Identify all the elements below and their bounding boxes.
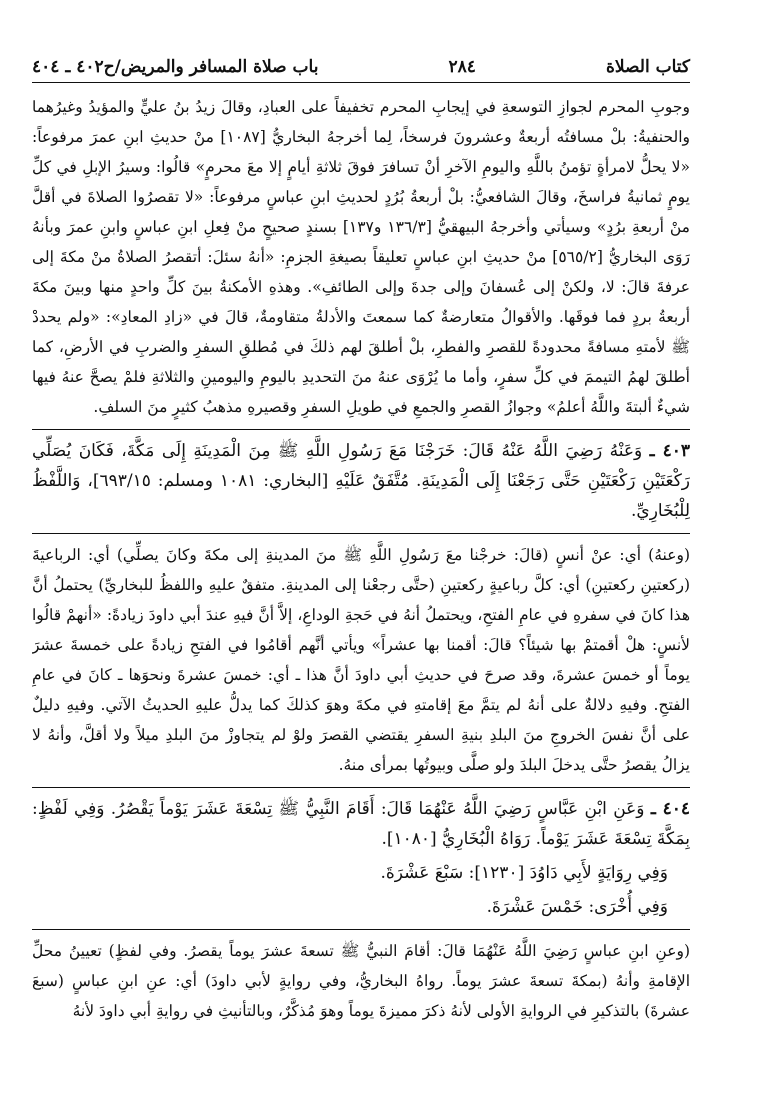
commentary-paragraph-1: وجوبِ المحرم لجوازِ التوسعةِ في إيجابِ المحرم تخفيفاً على العبادِ، وقالَ زيدُ بنُ عليٍّ والمؤيدُ وغيرُهما والحنفيةُ: بلْ مسافتُه أربعةٌ وعشرونَ فرسخاً، لِما أخرجهُ البخاريُّ [١٠٨٧] منْ حديثِ ابنِ عمرَ مرفوعاً: «لا يحلُّ لامرأةٍ تؤمنُ باللَّهِ واليومِ الآخرِ أنْ تسافرَ فوقَ ثلاثةِ أيامٍ إلا معَ محرمٍ» قالُوا: وسيرُ الإبلِ في كلِّ يومٍ ثمانيةُ فراسخَ، وقالَ الشافعيُّ: بلْ أربعةُ بُرُدٍ لحديثِ ابنِ عباسٍ مرفوعاً: «لا تقصرُوا الصلاةَ في أقلَّ منْ أربعةِ برُدٍ» وسيأتي وأخرجهُ البيهقيُّ [١٣٦/٣ و١٣٧] بسندٍ صحيحٍ منْ فِعلِ ابنِ عباسٍ وابنِ عمرَ وبأنهُ رَوَى البخاريُّ [٥٦٥/٢] منْ حديثِ ابنِ عباسٍ تعليقاً بصيغةِ الجزمِ: «أنهُ سئلَ: أتقصرُ الصلاةُ منْ مكةَ إلى عرفةَ قالَ: لا، ولكنْ إلى عُسفانَ وإلى جدةَ وإلى الطائفِ». وهذهِ الأمكنةُ بينَ كلِّ واحدٍ منها وبينَ مكةَ أربعةُ بردٍ فما فوقَها. والأقوالُ متعارضةٌ كما سمعتَ والأدلةُ متقاومةٌ، قالَ في «زادِ المعادِ»: «ولم يحددْ ﷺ لأمتهِ مسافةً محدودةً للقصرِ والفطرِ، بلْ أطلقَ لهم ذلكَ في مُطلقِ السفرِ والضربِ في الأرضِ، كما أطلقَ لهمُ التيممَ في كلِّ سفرٍ، وأما ما يُرْوَى عنهُ منَ التحديدِ باليومِ واليومينِ والثلاثةِ فلمْ يصحَّ عنهُ فيها شيءٌ ألبتةَ واللَّهُ أعلمُ» وجوازُ القصرِ والجمعِ في طويلِ السفرِ وقصيرهِ مذهبُ كثيرٍ منَ السلفِ. bbox=[32, 98, 690, 416]
hadith-text-404: وَعَنِ ابْنِ عَبَّاسٍ رَضِيَ اللَّهُ عَنْهُمَا قَالَ: أَقَامَ النَّبِيُّ ﷺ تِسْعَةَ عَشَرَ يَوْماً يَقْصُرُ. وَفِي لَفْظٍ: بِمَكَّةَ تِسْعَةَ عَشَرَ يَوْماً. رَوَاهُ الْبُخَارِيُّ [١٠٨٠]. bbox=[32, 799, 690, 849]
running-header bbox=[32, 52, 690, 83]
separator-line bbox=[32, 929, 690, 930]
commentary-paragraph-3: (وعنِ ابنِ عباسٍ رَضِيَ اللَّهُ عَنْهُمَا قالَ: أقامَ النبيُّ ﷺ تسعةَ عشرَ يوماً يقصرُ. وفي لفظٍ) تعيينُ محلِّ الإقامةِ وأنهُ (بمكةَ تسعةَ عشرَ يوماً. رواهُ البخاريُّ، وفي روايةٍ لأبي داودَ) أي: عنِ ابنِ عباسٍ (سبعَ عشرةَ) بالتذكيرِ في الروايةِ الأولى لأنهُ ذكرَ مميزةَ يوماً وهوَ مُذكَّرٌ، وبالتأنيثِ في روايةِ أبي داودَ لأنهُ bbox=[32, 942, 690, 1020]
commentary-paragraph-2: (وعنهُ) أي: عنْ أنسٍ (قالَ: خرجْنا معَ رَسُولِ اللَّهِ ﷺ منَ المدينةِ إلى مكةَ وكانَ يصلِّي) أي: الرباعيةَ (ركعتينِ ركعتينِ) أي: كلَّ رباعيةٍ ركعتينِ (حتَّى رجعْنا إلى المدينةِ. متفقٌ عليهِ واللفظُ للبخاريِّ) يحتملُ أنَّ هذا كانَ في سفرهِ في عامِ الفتحِ، ويحتملُ أنهُ في حَجةِ الوداعِ، إلاَّ أنَّ فيهِ عندَ أبي داودَ زيادةً: «أنهمْ قالُوا لأنسٍ: هلْ أقمتمْ بها شيئاً؟ قالَ: أقمنا بها عشراً» ويأتي أنَّهم أقامُوا في الفتحِ زيادةً على خمسةَ عشرَ يوماً أو خمسَ عشرةَ، وقد صرحَ في حديثِ أبي داودَ أنَّ هذا ـ أي: خمسَ عشرةَ ونحوَها ـ كانَ في عامِ الفتحِ. وفيهِ دلالةٌ على أنهُ لم يتمَّ معَ إقامتهِ في مكةَ وهوَ كذلكَ كما يدلُّ عليهِ الحديثُ الآتي. وفيهِ دليلٌ على أنَّ نفسَ الخروجِ منَ البلدِ بنيةِ السفرِ يقتضي القصرَ ولوْ لم يتجاوزْ منَ البلدِ ميلاً ولا أقلَّ، وأنهُ لا يزالُ يقصرُ حتَّى يدخلَ البلدَ ولو صلَّى وبيوتُها بمرأى منهُ. bbox=[32, 546, 690, 774]
separator-line bbox=[32, 787, 690, 788]
narration-variant-2: وَفِي أُخْرَى: خَمْسَ عَشْرَةَ. bbox=[486, 897, 668, 917]
hadith-403 bbox=[32, 436, 690, 526]
page-body bbox=[32, 92, 690, 1110]
narration-variant-1: وَفِي رِوَايَةٍ لأَبِي دَاوُدَ [١٢٣٠]: سَبْعَ عَشْرَةَ. bbox=[380, 863, 668, 883]
book-title: كتاب الصلاة bbox=[605, 57, 690, 77]
chapter-title: باب صلاة المسافر والمريض/ح٤٠٢ ـ ٤٠٤ bbox=[32, 57, 319, 77]
hadith-text-403: وَعَنْهُ رَضِيَ اللَّهُ عَنْهُ قَالَ: خَرَجْنَا مَعَ رَسُولِ اللَّهِ ﷺ مِنَ الْمَدِينَةِ إِلَى مَكَّةَ، فَكَانَ يُصَلِّي رَكْعَتَيْنِ رَكْعَتَيْنِ حَتَّى رَجَعْنَا إِلَى الْمَدِينَةِ. مُتَّفَقٌ عَلَيْهِ [البخاري: ١٠٨١ ومسلم: ٦٩٣/١٥]، وَاللَّفْظُ لِلْبُخَارِيِّ. bbox=[32, 441, 690, 521]
hadith-404 bbox=[32, 794, 690, 854]
separator-line bbox=[32, 533, 690, 534]
separator-line bbox=[32, 429, 690, 430]
hadith-number-403: ٤٠٣ ـ bbox=[649, 441, 690, 461]
page-number: ٢٨٤ bbox=[448, 57, 476, 77]
hadith-number-404: ٤٠٤ ـ bbox=[650, 799, 690, 819]
